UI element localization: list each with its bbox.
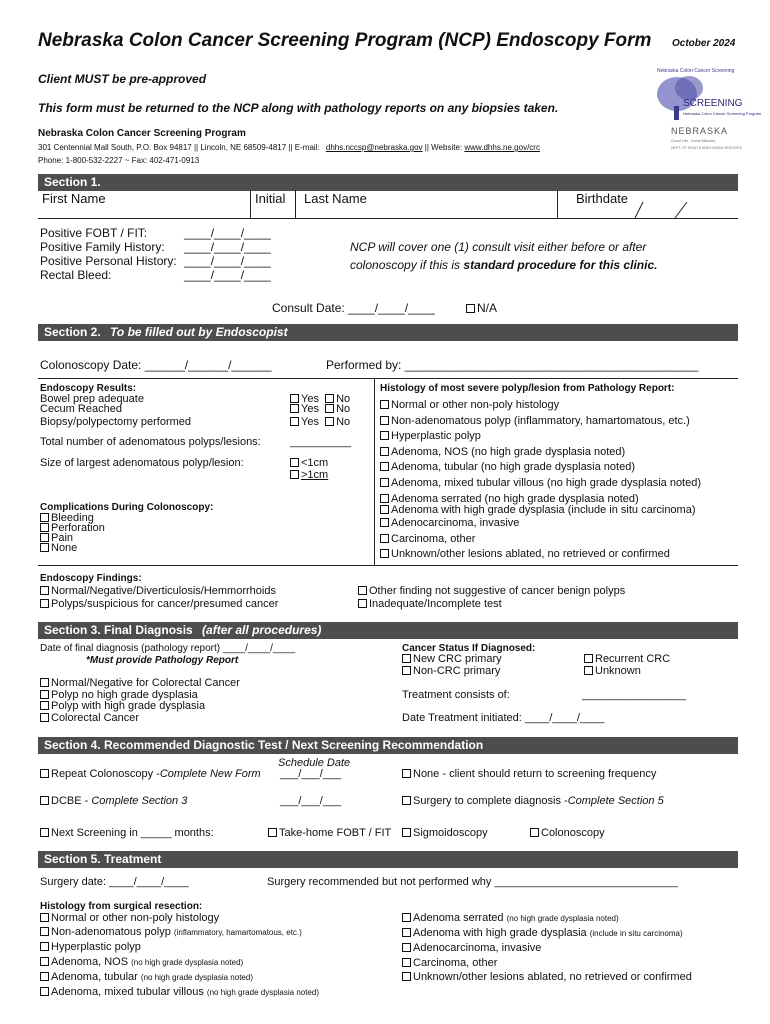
birthdate-slashes: [615, 198, 695, 220]
personal-date[interactable]: ____/____/____: [184, 254, 271, 268]
section4-header: Section 4. Recommended Diagnostic Test / Next Screening Recommendation: [38, 737, 738, 754]
histology-checkbox[interactable]: [380, 505, 389, 514]
ncp-note-line1: NCP will cover one (1) consult visit either before or after: [350, 240, 647, 254]
complication-bleeding[interactable]: Bleeding: [40, 513, 105, 523]
histology-item[interactable]: Unknown/other lesions ablated, no retrieved or confirmed: [380, 547, 701, 563]
surgical-histology-item[interactable]: Adenocarcinoma, invasive: [402, 941, 692, 955]
treatment-input[interactable]: _________________: [582, 689, 687, 701]
recurrent-option[interactable]: Recurrent CRC: [584, 654, 670, 666]
histology-item[interactable]: Adenoma, tubular (no high grade dysplasia noted): [380, 460, 701, 476]
dx-item[interactable]: Normal/Negative for Colorectal Cancer: [40, 678, 240, 690]
dcbe-date[interactable]: ___/___/___: [280, 795, 342, 807]
logo-top-text: Nebraska Colon Cancer Screening: [657, 68, 735, 74]
bleeding-checkbox[interactable]: [40, 513, 49, 522]
finding-polyps[interactable]: Polyps/suspicious for cancer/presumed cancer: [40, 598, 278, 611]
surgical-histology-checkbox[interactable]: [402, 958, 411, 967]
cecum-no-checkbox[interactable]: [325, 404, 334, 413]
cecum-yes-checkbox[interactable]: [290, 404, 299, 413]
histology-item[interactable]: Adenoma, NOS (no high grade dysplasia noted): [380, 445, 701, 461]
surgical-histology-checkbox[interactable]: [40, 987, 49, 996]
section2-top-line: [38, 378, 738, 379]
histology-item[interactable]: Normal or other non-poly histology: [380, 398, 701, 414]
histology-checkbox[interactable]: [380, 478, 389, 487]
initial-label: Initial: [255, 191, 286, 206]
ncp-note-line2: [350, 258, 657, 272]
surgical-histology-item[interactable]: Adenoma serrated (no high grade dysplasia noted): [402, 911, 692, 926]
email-link[interactable]: dhhs.nccsp@nebraska.gov: [325, 143, 423, 152]
finding-other-checkbox[interactable]: [358, 586, 367, 595]
risk-dates[interactable]: [184, 226, 271, 282]
none-checkbox[interactable]: [40, 543, 49, 552]
surgical-histology-checkbox[interactable]: [40, 972, 49, 981]
ncp-logo: [655, 68, 762, 160]
none-option[interactable]: None - client should return to screening frequency: [402, 768, 656, 780]
section2-col-divider: [374, 378, 375, 565]
sigmoidoscopy-option[interactable]: Sigmoidoscopy: [402, 827, 488, 839]
histology-list: [380, 398, 701, 563]
logo-dept-text: Good Life. Great Mission.: [671, 138, 717, 143]
finding-inadequate[interactable]: Inadequate/Incomplete test: [358, 598, 625, 611]
histology-item[interactable]: Adenocarcinoma, invasive: [380, 516, 701, 532]
surgical-histology-item[interactable]: Unknown/other lesions ablated, no retrieved or confirmed: [402, 970, 692, 984]
surgical-histology-checkbox[interactable]: [40, 913, 49, 922]
complication-perforation[interactable]: Perforation: [40, 523, 105, 533]
family-history-label: Positive Family History:: [40, 240, 165, 254]
cancer-status-right: [584, 654, 670, 677]
histology-item[interactable]: Adenoma serrated (no high grade dysplasia noted): [380, 494, 701, 505]
bowel-no-checkbox[interactable]: [325, 394, 334, 403]
pathology-note: *Must provide Pathology Report: [86, 655, 239, 666]
repeat-date[interactable]: ___/___/___: [280, 768, 342, 780]
program-phone: Phone: 1-800-532-2227 ~ Fax: 402-471-0913: [38, 156, 200, 165]
histology-checkbox[interactable]: [380, 400, 389, 409]
surgical-histology-right: [402, 911, 692, 984]
biopsy-label: Biopsy/polypectomy performed: [40, 416, 192, 428]
section1-header: Section 1.: [38, 174, 738, 191]
surgical-histology-title: Histology from surgical resection:: [40, 901, 203, 912]
section2-bottom-line: [38, 565, 738, 566]
na-checkbox[interactable]: [466, 304, 475, 313]
consult-na[interactable]: [466, 301, 497, 315]
colonoscopy-option[interactable]: Colonoscopy: [530, 827, 605, 839]
return-note: This form must be returned to the NCP along with pathology reports on any biopsies taken.: [38, 101, 559, 115]
section5-header: Section 5. Treatment: [38, 851, 738, 868]
largest-polyp-label: Size of largest adenomatous polyp/lesion:: [40, 457, 244, 469]
dx-item[interactable]: Colorectal Cancer: [40, 713, 240, 725]
dx-item[interactable]: Polyp with high grade dysplasia: [40, 701, 240, 713]
logo-main-text: SCREENING: [683, 98, 743, 109]
finding-normal[interactable]: Normal/Negative/Diverticulosis/Hemmorrhoids: [40, 585, 278, 598]
first-name-label: First Name: [42, 191, 106, 206]
surgical-histology-item[interactable]: Adenoma, NOS (no high grade dysplasia noted): [40, 955, 319, 970]
histology-checkbox[interactable]: [380, 534, 389, 543]
histology-checkbox[interactable]: [380, 447, 389, 456]
schedule-date-label: Schedule Date: [278, 757, 351, 769]
new-crc-checkbox[interactable]: [402, 654, 411, 663]
repeat-colonoscopy-option[interactable]: Repeat Colonoscopy -Complete New Form: [40, 768, 261, 780]
findings-left: [40, 585, 278, 611]
finding-polyps-checkbox[interactable]: [40, 599, 49, 608]
complications-title: Complications During Colonoscopy:: [40, 502, 214, 513]
colonoscopy-date[interactable]: Colonoscopy Date: ______/______/______: [40, 358, 272, 372]
finding-inadequate-checkbox[interactable]: [358, 599, 367, 608]
histology-title: Histology of most severe polyp/lesion from Pathology Report:: [380, 383, 675, 394]
first-name-field[interactable]: [38, 190, 251, 218]
treatment-label: Treatment consists of:: [402, 689, 510, 701]
rectal-bleed-label: Rectal Bleed:: [40, 268, 112, 282]
recurrent-checkbox[interactable]: [584, 654, 593, 663]
performed-by[interactable]: Performed by: ____________________________________________: [326, 358, 699, 372]
sigmoidoscopy-checkbox[interactable]: [402, 828, 411, 837]
initial-field[interactable]: [251, 190, 296, 218]
surgery-checkbox[interactable]: [402, 796, 411, 805]
personal-history-label: Positive Personal History:: [40, 254, 177, 268]
surgical-histology-checkbox[interactable]: [402, 972, 411, 981]
cecum-label: Cecum Reached: [40, 403, 122, 415]
histology-item[interactable]: Adenoma with high grade dysplasia (include in situ carcinoma): [380, 505, 701, 516]
dx-checkbox[interactable]: [40, 713, 49, 722]
biopsy-yes-checkbox[interactable]: [290, 417, 299, 426]
treatment-date[interactable]: Date Treatment initiated: ____/____/____: [402, 712, 605, 724]
program-address: [38, 143, 540, 152]
logo-dept2-text: DEPT. OF HEALTH AND HUMAN SERVICES: [671, 146, 742, 150]
surgical-histology-checkbox[interactable]: [40, 927, 49, 936]
histology-item[interactable]: Hyperplastic polyp: [380, 429, 701, 445]
surgical-histology-checkbox[interactable]: [402, 943, 411, 952]
birthdate-label: Birthdate: [576, 191, 629, 206]
lt1cm-label: <1cm: [301, 457, 329, 469]
surgical-histology-item[interactable]: Non-adenomatous polyp (inflammatory, hamartomatous, etc.): [40, 925, 319, 940]
none-return-checkbox[interactable]: [402, 769, 411, 778]
pain-checkbox[interactable]: [40, 533, 49, 542]
risk-factors: [40, 226, 177, 282]
last-name-label: Last Name: [304, 191, 367, 206]
program-name: Nebraska Colon Cancer Screening Program: [38, 128, 246, 139]
logo-state-text: NEBRASKA: [671, 126, 729, 136]
total-polyps-label: Total number of adenomatous polyps/lesions:: [40, 436, 261, 448]
surgical-histology-item[interactable]: Carcinoma, other: [402, 956, 692, 970]
bowel-prep-label: Bowel prep adequate: [40, 393, 144, 405]
perforation-checkbox[interactable]: [40, 523, 49, 532]
histology-checkbox[interactable]: [380, 431, 389, 440]
unknown-option[interactable]: Unknown: [584, 666, 670, 678]
preapproved-note: Client MUST be pre-approved: [38, 72, 207, 86]
unknown-checkbox[interactable]: [584, 666, 593, 675]
dx-checkbox[interactable]: [40, 701, 49, 710]
surgical-histology-item[interactable]: Adenoma, tubular (no high grade dysplasia noted): [40, 970, 319, 985]
website-label: || Website:: [424, 143, 463, 152]
section3-header: Section 3. Final Diagnosis (after all procedures): [38, 622, 738, 639]
surgical-histology-left: [40, 911, 319, 1000]
complication-none[interactable]: None: [40, 543, 105, 553]
colonoscopy-checkbox[interactable]: [530, 828, 539, 837]
last-name-field[interactable]: [300, 190, 558, 218]
histology-checkbox[interactable]: [380, 518, 389, 527]
histology-item[interactable]: Carcinoma, other: [380, 532, 701, 548]
total-polyps-input[interactable]: __________: [290, 436, 352, 448]
histology-item[interactable]: Non-adenomatous polyp (inflammatory, hamartomatous, etc.): [380, 414, 701, 430]
dcbe-option[interactable]: DCBE - Complete Section 3: [40, 795, 187, 807]
histology-item[interactable]: Adenoma, mixed tubular villous (no high grade dysplasia noted): [380, 476, 701, 492]
family-date[interactable]: ____/____/____: [184, 240, 271, 254]
new-crc-option[interactable]: New CRC primary: [402, 654, 502, 666]
finding-normal-checkbox[interactable]: [40, 586, 49, 595]
form-date: October 2024: [672, 38, 736, 49]
non-crc-option[interactable]: Non-CRC primary: [402, 666, 502, 678]
repeat-checkbox[interactable]: [40, 769, 49, 778]
rectal-date[interactable]: ____/____/____: [184, 268, 271, 282]
histology-checkbox[interactable]: [380, 494, 389, 503]
website-link[interactable]: www.dhhs.ne.gov/crc: [464, 143, 540, 152]
address-text: 301 Centennial Mall South, P.O. Box 94817 || Lincoln, NE 68509-4817 || E-mail:: [38, 143, 320, 152]
surgery-option[interactable]: Surgery to complete diagnosis -Complete Section 5: [402, 795, 664, 807]
surgery-not-performed[interactable]: Surgery recommended but not performed why ______________________________: [267, 876, 678, 888]
surgery-date[interactable]: Surgery date: ____/____/____: [40, 876, 189, 888]
fobt-date[interactable]: ____/____/____: [184, 226, 271, 240]
surgical-histology-checkbox[interactable]: [40, 957, 49, 966]
findings-title: Endoscopy Findings:: [40, 573, 142, 584]
surgical-histology-item[interactable]: Normal or other non-poly histology: [40, 911, 319, 925]
histology-checkbox[interactable]: [380, 462, 389, 471]
findings-right: [358, 585, 625, 611]
histology-checkbox[interactable]: [380, 416, 389, 425]
ge1cm-label: >1cm: [301, 469, 329, 481]
fobt-option[interactable]: Take-home FOBT / FIT: [268, 827, 391, 839]
dcbe-checkbox[interactable]: [40, 796, 49, 805]
histology-checkbox[interactable]: [380, 549, 389, 558]
finding-other[interactable]: Other finding not suggestive of cancer benign polyps: [358, 585, 625, 598]
ncp-note-text: colonoscopy if this is: [350, 258, 461, 272]
lt1cm-checkbox[interactable]: [290, 458, 299, 467]
surgical-histology-checkbox[interactable]: [402, 913, 411, 922]
complications-list: [40, 513, 105, 553]
results-yes-no: Yes No Yes No Yes No: [290, 394, 350, 427]
dx-checkbox[interactable]: [40, 678, 49, 687]
surgical-histology-item[interactable]: Adenoma with high grade dysplasia (include in situ carcinoma): [402, 926, 692, 941]
results-list: [40, 394, 191, 427]
next-screening-checkbox[interactable]: [40, 828, 49, 837]
ge1cm-checkbox[interactable]: [290, 470, 299, 479]
biopsy-no-checkbox[interactable]: [325, 417, 334, 426]
na-label: N/A: [477, 301, 498, 315]
largest-polyp-options: [290, 457, 328, 481]
non-crc-checkbox[interactable]: [402, 666, 411, 675]
bowel-yes-checkbox[interactable]: [290, 394, 299, 403]
fobt-label: Positive FOBT / FIT:: [40, 226, 148, 240]
dx-checkbox[interactable]: [40, 690, 49, 699]
dx-item[interactable]: Polyp no high grade dysplasia: [40, 690, 240, 702]
next-screening-option[interactable]: Next Screening in _____ months:: [40, 827, 214, 839]
logo-sub-text: Nebraska Colon Cancer Screening Program: [683, 111, 762, 116]
surgical-histology-item[interactable]: Hyperplastic polyp: [40, 940, 319, 954]
final-dx-list: [40, 678, 240, 724]
cancer-status-title: Cancer Status If Diagnosed:: [402, 643, 536, 654]
complication-pain[interactable]: Pain: [40, 533, 105, 543]
cancer-status-left: [402, 654, 502, 677]
final-dx-date[interactable]: Date of final diagnosis (pathology report) ____/____/____: [40, 643, 296, 654]
results-title: Endoscopy Results:: [40, 383, 137, 394]
surgical-histology-item[interactable]: Adenoma, mixed tubular villous (no high grade dysplasia noted): [40, 985, 319, 1000]
section2-header: Section 2. To be filled out by Endoscopist: [38, 324, 738, 341]
surgical-histology-checkbox[interactable]: [402, 928, 411, 937]
ncp-note-bold: standard procedure for this clinic.: [463, 258, 658, 272]
form-title: Nebraska Colon Cancer Screening Program (NCP) Endoscopy Form: [38, 30, 652, 51]
surgical-histology-checkbox[interactable]: [40, 942, 49, 951]
fobt-checkbox[interactable]: [268, 828, 277, 837]
consult-date[interactable]: Consult Date: ____/____/____: [272, 301, 435, 315]
